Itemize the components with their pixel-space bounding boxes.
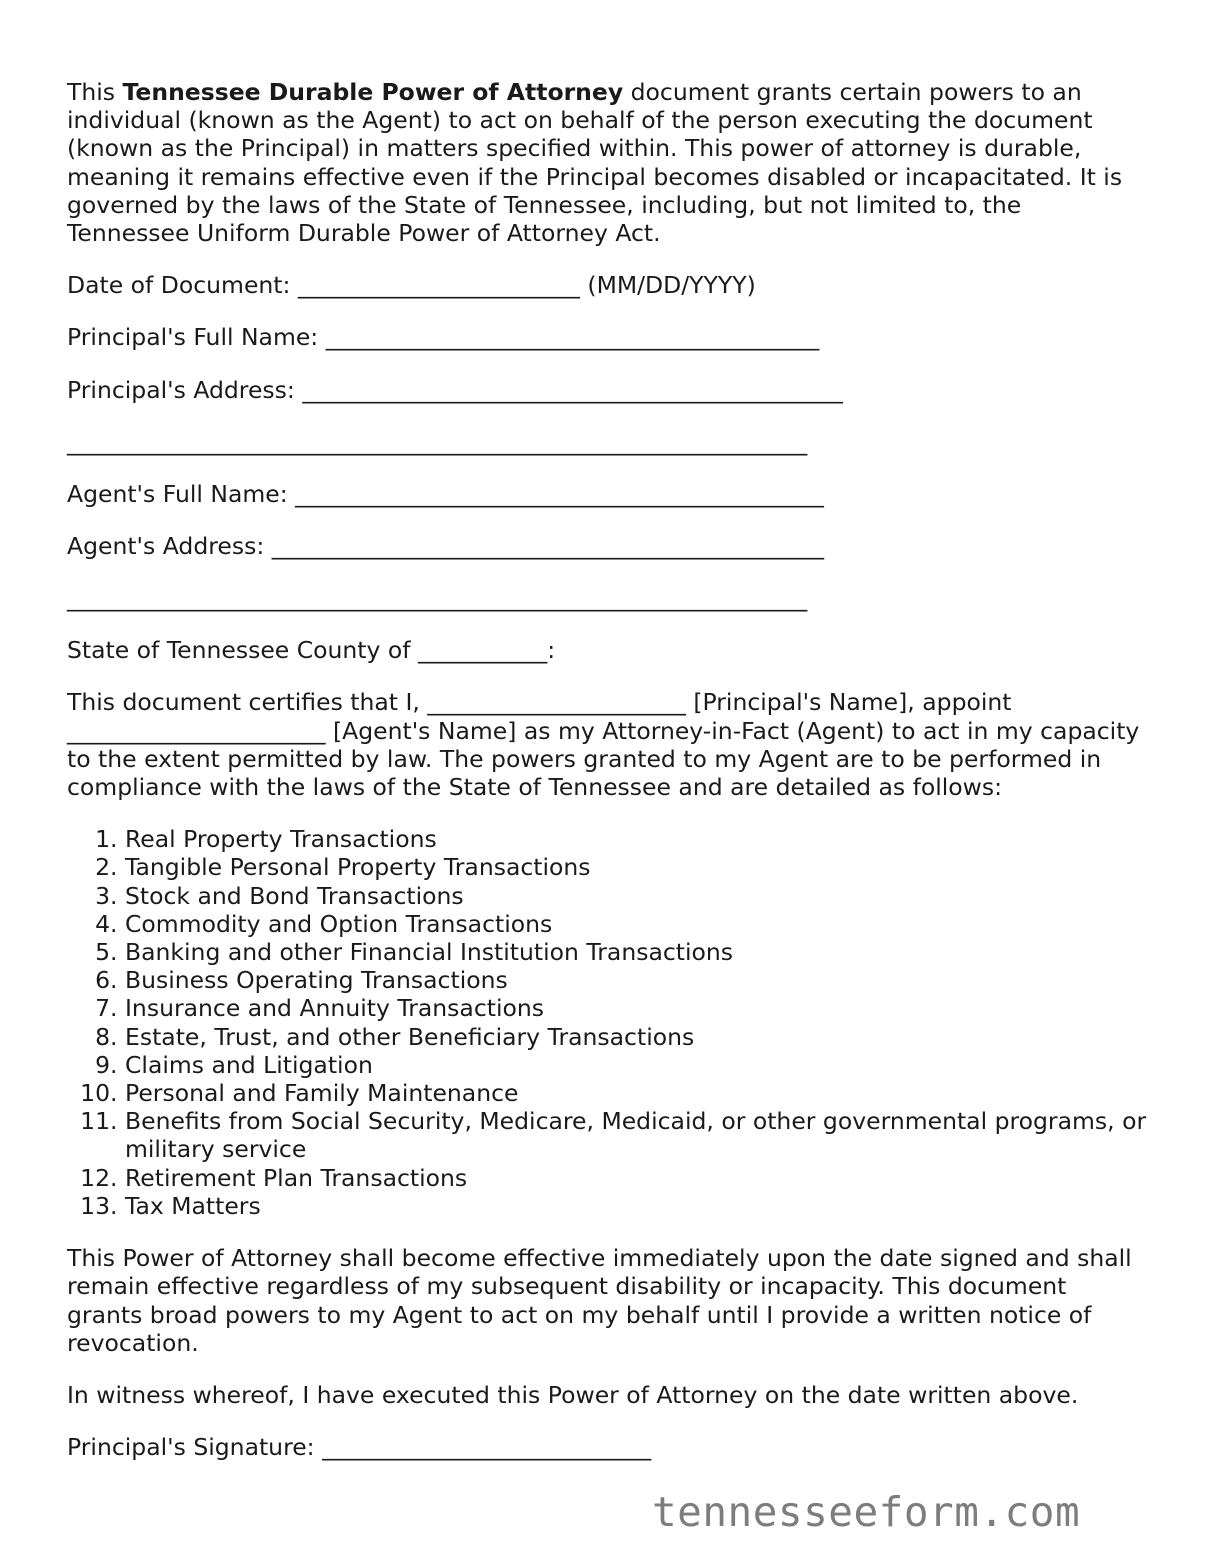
agent-name-label: Agent's Full Name: [67, 479, 288, 508]
list-item: 5. Banking and other Financial Institution Transactions [125, 938, 1147, 966]
certification-paragraph [67, 688, 1147, 801]
signature-field [67, 1433, 1147, 1461]
list-item: 4. Commodity and Option Transactions [125, 910, 1147, 938]
date-field [67, 271, 1147, 299]
county-field [67, 636, 1147, 664]
signature-blank[interactable]: ____________________________ [322, 1433, 652, 1462]
document-body [67, 78, 1147, 1485]
list-item: 7. Insurance and Annuity Transactions [125, 994, 1147, 1022]
certify-agent-blank[interactable]: ______________________ [67, 716, 326, 745]
principal-name-label: Principal's Full Name: [67, 323, 319, 352]
principal-name-field [67, 323, 1147, 351]
principal-address-blank[interactable]: ______________________________________________ [302, 375, 843, 404]
agent-address-field [67, 532, 1147, 560]
witness-paragraph: In witness whereof, I have executed this Power of Attorney on the date written above. [67, 1380, 1079, 1409]
certify-text-3: [Agent's Name] as my Attorney-in-Fact (Agent) to act in my capacity to the extent permitted by law. The powers granted to my Agent are to be performed in compliance with the laws of the State of Tennessee and are detailed as follows: [67, 716, 1140, 802]
list-item: 6. Business Operating Transactions [125, 966, 1147, 994]
date-blank[interactable]: ________________________ [297, 271, 580, 300]
intro-paragraph [67, 78, 1147, 247]
effective-paragraph: This Power of Attorney shall become effective immediately upon the date signed and shall remain effective regardless of my subsequent disability or incapacity. This document grants broad powers to my Agent to act on my behalf until I provide a written notice of revocation. [67, 1244, 1132, 1357]
county-label: State of Tennessee County of [67, 636, 411, 665]
certify-text-2: [Principal's Name], appoint [685, 688, 1012, 717]
list-item: 9. Claims and Litigation [125, 1051, 1147, 1079]
intro-prefix: This [67, 78, 123, 106]
powers-list [67, 825, 1147, 1220]
watermark: tennesseeform.com [652, 1488, 1081, 1536]
list-item: 3. Stock and Bond Transactions [125, 882, 1147, 910]
signature-label: Principal's Signature: [67, 1433, 315, 1462]
county-blank[interactable]: ___________ [418, 636, 548, 665]
list-item: 11. Benefits from Social Security, Medicare, Medicaid, or other governmental programs, or military service [125, 1107, 1147, 1163]
certify-principal-blank[interactable]: ______________________ [427, 688, 686, 717]
list-item: 10. Personal and Family Maintenance [125, 1079, 1147, 1107]
agent-address-line2[interactable]: _______________________________________________________________ [67, 584, 808, 613]
principal-name-blank[interactable]: __________________________________________ [325, 323, 820, 352]
agent-name-field [67, 480, 1147, 508]
county-colon: : [547, 636, 556, 665]
agent-name-blank[interactable]: _____________________________________________ [295, 479, 824, 508]
list-item: 2. Tangible Personal Property Transactions [125, 853, 1147, 881]
list-item: 13. Tax Matters [125, 1192, 1147, 1220]
list-item: 8. Estate, Trust, and other Beneficiary Transactions [125, 1023, 1147, 1051]
principal-address-line2[interactable]: _______________________________________________________________ [67, 427, 808, 456]
principal-address-field [67, 376, 1147, 404]
agent-address-label: Agent's Address: [67, 532, 265, 561]
date-label: Date of Document: [67, 271, 291, 300]
intro-text: document grants certain powers to an individual (known as the Agent) to act on behalf of the person executing the document (known as the Principal) in matters specified within. This power of attorney is durable, meaning it remains effective even if the Principal becomes disabled or incapacitated. It is governed by the laws of the State of Tennessee, including, but not limited to, the Tennessee Uniform Durable Power of Attorney Act. [67, 78, 1123, 248]
list-item: 12. Retirement Plan Transactions [125, 1164, 1147, 1192]
certify-text-1: This document certifies that I, [67, 688, 428, 717]
principal-address-label: Principal's Address: [67, 375, 295, 404]
date-format-hint: (MM/DD/YYYY) [587, 271, 756, 300]
document-title: Tennessee Durable Power of Attorney [122, 78, 624, 106]
agent-address-blank[interactable]: _______________________________________________ [271, 532, 824, 561]
list-item: 1. Real Property Transactions [125, 825, 1147, 853]
